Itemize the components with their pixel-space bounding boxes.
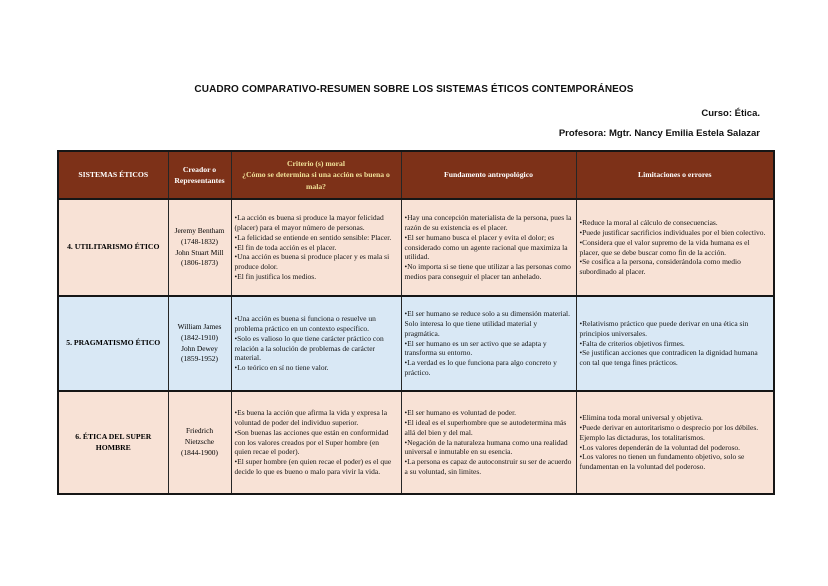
bullet-item: •Negación de la naturaleza humana como una realidad universal e inmutable en su esencia. bbox=[404, 437, 568, 457]
table-body bbox=[58, 199, 774, 494]
bullet-item: •Considera que el valor supremo de la vida humana es el placer, que se debe buscar como fin de la acción. bbox=[579, 237, 750, 257]
bullet-item: •La felicidad se entiende en sentido sensible: Placer. bbox=[234, 232, 392, 242]
bullet-item: •Lo teórico en sí no tiene valor. bbox=[234, 363, 329, 373]
bullet-item: •Reduce la moral al cálculo de consecuencias. bbox=[579, 217, 718, 227]
anthropological-foundation-cell bbox=[401, 296, 576, 391]
bullet-item: •Solo es valioso lo que tiene carácter práctico con relación a la solución de problemas de carácter material. bbox=[234, 333, 384, 363]
creator-line: (1842-1910) bbox=[181, 332, 218, 342]
table-row bbox=[58, 296, 774, 391]
moral-criteria-cell bbox=[231, 391, 401, 494]
bullet-item: •Falta de criterios objetivos firmes. bbox=[579, 338, 685, 348]
creator-line: William James bbox=[177, 322, 222, 332]
comparative-table bbox=[57, 150, 775, 495]
bullet-item: •El fin justifica los medios. bbox=[234, 272, 317, 282]
table-row bbox=[58, 199, 774, 296]
moral-criteria-cell bbox=[231, 199, 401, 296]
table-header-row bbox=[58, 151, 774, 199]
creator-line: Jeremy Bentham bbox=[174, 226, 225, 236]
creator-line: John Dewey bbox=[181, 343, 218, 353]
creator-line: Friedrich Nietzsche bbox=[184, 426, 215, 447]
creator-line: John Stuart Mill bbox=[175, 247, 224, 257]
bullet-item: •La verdad es lo que funciona para algo concreto y práctico. bbox=[404, 358, 557, 378]
bullet-item: •El ser humano se reduce solo a su dimensión material. Solo interesa lo que tiene utilidad material y pragmática. bbox=[404, 308, 570, 338]
ethical-system-name: 5. PRAGMATISMO ÉTICO bbox=[58, 296, 168, 391]
bullet-item: •Se cosifica a la persona, considerándola como medio subordinado al placer. bbox=[579, 257, 741, 277]
limitations-cell bbox=[576, 296, 774, 391]
creators-cell bbox=[168, 199, 231, 296]
creator-line: (1806-1873) bbox=[181, 258, 218, 268]
bullet-item: •Puede justificar sacrificios individuales por el bien colectivo. bbox=[579, 227, 766, 237]
bullet-item: •La persona es capaz de autoconstruir su ser de acuerdo a su voluntad, sin limites. bbox=[404, 457, 572, 477]
bullet-item: •No importa si se tiene que utilizar a las personas como medios para conseguir el placer tan anhelado. bbox=[404, 262, 571, 282]
bullet-item: •El ser humano es un ser activo que se adapta y transforma su entorno. bbox=[404, 338, 547, 358]
bullet-item: •Relativismo práctico que puede derivar en una ética sin principios universales. bbox=[579, 318, 749, 338]
column-header-creador: Creador o Representantes bbox=[168, 151, 231, 199]
bullet-item: •Los valores dependerán de la voluntad del poderoso. bbox=[579, 442, 740, 452]
bullet-item: •Es buena la acción que afirma la vida y expresa la voluntad de poder del individuo superior. bbox=[234, 407, 388, 427]
table-row bbox=[58, 391, 774, 494]
column-header-fundamento: Fundamento antropológico bbox=[401, 151, 576, 199]
creator-line: (1748-1832) bbox=[181, 236, 218, 246]
creator-line: (1844-1900) bbox=[181, 447, 218, 457]
bullet-item: •Son buenas las acciones que están en conformidad con los valores creados por el Super hombre (en quien recae el poder). bbox=[234, 427, 389, 457]
moral-criteria-cell bbox=[231, 296, 401, 391]
anthropological-foundation-cell bbox=[401, 391, 576, 494]
column-header-sistemas: SISTEMAS ÉTICOS bbox=[58, 151, 168, 199]
bullet-item: •Una acción es buena si produce placer y es mala si produce dolor. bbox=[234, 252, 390, 272]
ethical-system-name: 6. ÉTICA DEL SUPER HOMBRE bbox=[58, 391, 168, 494]
bullet-item: •Se justifican acciones que contradicen la dignidad humana con tal que tenga fines prácticos. bbox=[579, 348, 758, 368]
bullet-item: •El ser humano busca el placer y evita el dolor; es considerado como un agente racional que maximiza la utilidad. bbox=[404, 232, 568, 262]
anthropological-foundation-cell bbox=[401, 199, 576, 296]
bullet-item: •Una acción es buena si funciona o resuelve un problema práctico en un contexto específico. bbox=[234, 313, 376, 333]
page-title: CUADRO COMPARATIVO-RESUMEN SOBRE LOS SISTEMAS ÉTICOS CONTEMPORÁNEOS bbox=[194, 84, 634, 95]
creators-cell bbox=[168, 296, 231, 391]
column-header-limitaciones: Limitaciones o errores bbox=[576, 151, 774, 199]
bullet-item: •Hay una concepción materialista de la persona, pues la razón de su existencia es el placer. bbox=[404, 212, 572, 232]
bullet-item: •La acción es buena si produce la mayor felicidad (placer) para el mayor número de personas. bbox=[234, 212, 384, 232]
ethical-system-name: 4. UTILITARISMO ÉTICO bbox=[58, 199, 168, 296]
bullet-item: •El ser humano es voluntad de poder. bbox=[404, 407, 517, 417]
creator-line: (1859-1952) bbox=[181, 354, 218, 364]
bullet-item: •Los valores no tienen un fundamento objetivo, solo se fundamentan en la voluntad del poderoso. bbox=[579, 452, 745, 472]
bullet-item: •Elimina toda moral universal y objetiva. bbox=[579, 412, 703, 422]
course-label: Curso: Ética. bbox=[701, 108, 760, 119]
bullet-item: •El fin de toda acción es el placer. bbox=[234, 242, 337, 252]
limitations-cell bbox=[576, 391, 774, 494]
bullet-item: •Puede derivar en autoritarismo o desprecio por los débiles. Ejemplo las dictaduras, los totalitarismos. bbox=[579, 422, 759, 442]
creators-cell bbox=[168, 391, 231, 494]
limitations-cell bbox=[576, 199, 774, 296]
column-header-criterio: Criterio (s) moral ¿Cómo se determina si una acción es buena o mala? bbox=[231, 151, 401, 199]
bullet-item: •El ideal es el superhombre que se autodetermina más allá del bien y del mal. bbox=[404, 417, 567, 437]
bullet-item: •El super hombre (en quien recae el poder) es el que decide lo que es bueno o malo para vivir la vida. bbox=[234, 457, 392, 477]
teacher-label: Profesora: Mgtr. Nancy Emilia Estela Salazar bbox=[558, 128, 760, 139]
